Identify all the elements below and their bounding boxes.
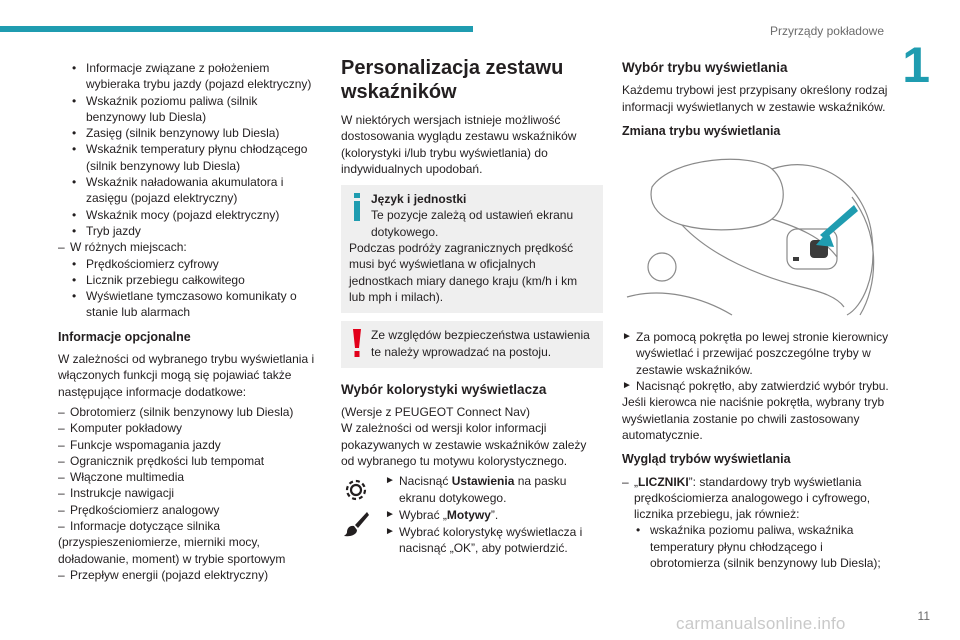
paragraph: Każdemu trybowi jest przypisany określony rodzaj informacji wyświetlanych w zestawie wskaźników. <box>622 83 888 114</box>
paragraph: W zależności od wersji kolor informacji pokazywanych w zestawie wskaźników zależy od wybranego tu motywu kolorystycznego. <box>341 421 587 469</box>
step-text: ► Za pomocą pokrętła po lewej stronie kierownicy wyświetlać i przewijać poszczególne tryby w zestawie wskaźników. <box>622 329 890 378</box>
list-item: • wskaźnika poziomu paliwa, wskaźnika temperatury płynu chłodzącego i obrotomierza (silnik benzynowy lub Diesla); <box>631 522 890 571</box>
paragraph: W niektórych wersjach istnieje możliwość dostosowania wyglądu zestawu wskaźników (kolorystyki i/lub trybu wyświetlania) do indywidualnych upodobań. <box>341 113 577 176</box>
list-item: – Prędkościomierz analogowy <box>58 502 320 518</box>
step-text: ► Wybrać „Motywy”. <box>385 507 603 523</box>
list-item: • Zasięg (silnik benzynowy lub Diesla) <box>67 125 320 141</box>
info-box-text: Podczas podróży zagranicznych prędkość musi być wyświetlana w oficjalnych jednostkach miary danego kraju (km/h i km lub mph i milach). <box>349 241 578 304</box>
list-item: • Prędkościomierz cyfrowy <box>67 256 320 272</box>
top-accent-bar <box>0 26 473 32</box>
step-text: ► Nacisnąć pokrętło, aby zatwierdzić wybór trybu. <box>622 378 890 394</box>
step-text: ► Nacisnąć Ustawienia na pasku ekranu dotykowego. <box>385 473 603 506</box>
paragraph: (przyspieszeniomierze, mierniki mocy, doładowanie, moment) w trybie sportowym <box>58 535 286 566</box>
list-item: – Informacje dotyczące silnika <box>58 518 320 534</box>
page-number: 11 <box>917 609 930 623</box>
steering-wheel-illustration <box>622 147 882 317</box>
list-item: • Tryb jazdy <box>67 223 320 239</box>
list-item: • Wyświetlane tymczasowo komunikaty o stanie lub alarmach <box>67 288 320 321</box>
column-right <box>622 60 890 571</box>
list-item: – Funkcje wspomagania jazdy <box>58 437 320 453</box>
list-item: – Włączone multimedia <box>58 469 320 485</box>
step-text: ► Wybrać kolorystykę wyświetlacza i nacisnąć „OK”, aby potwierdzić. <box>385 524 603 557</box>
paragraph: (Wersje z PEUGEOT Connect Nav) <box>341 405 530 420</box>
list-item: – Przepływ energii (pojazd elektryczny) <box>58 567 320 583</box>
list-item: • Wskaźnik mocy (pojazd elektryczny) <box>67 207 320 223</box>
watermark: carmanualsonline.info <box>676 614 846 633</box>
list-item: • Wskaźnik poziomu paliwa (silnik benzynowy lub Diesla) <box>67 93 320 126</box>
section-heading-mode: Wybór trybu wyświetlania <box>622 60 788 75</box>
warning-box <box>341 321 603 368</box>
info-box-title: Język i jednostki <box>371 192 467 207</box>
step-themes <box>341 507 603 556</box>
section-heading-change: Zmiana trybu wyświetlania <box>622 123 781 138</box>
paragraph: Jeśli kierowca nie naciśnie pokrętła, wybrany tryb wyświetlania zostanie po chwili zastosowany automatycznie. <box>622 395 885 442</box>
paragraph: W zależności od wybranego trybu wyświetlania i włączonych funkcji mogą się pojawiać także następujące informacje dodatkowe: <box>58 352 315 399</box>
step-settings <box>341 473 603 507</box>
list-item: • Wskaźnik naładowania akumulatora i zasięgu (pojazd elektryczny) <box>67 174 320 207</box>
list-item: – Ogranicznik prędkości lub tempomat <box>58 453 320 469</box>
section-title: Personalizacja zestawu wskaźników <box>341 57 564 103</box>
list-item: – Obrotomierz (silnik benzynowy lub Diesla) <box>58 404 320 420</box>
list-item: – „LICZNIKI”: standardowy tryb wyświetlania prędkościomierza analogowego i cyfrowego, licznika przebiegu, jak również: <box>622 474 890 523</box>
list-item: • Wskaźnik temperatury płynu chłodzącego (silnik benzynowy lub Diesla) <box>67 141 320 174</box>
chapter-number: 1 <box>902 37 930 93</box>
column-middle <box>341 57 603 556</box>
settings-gear-icon <box>341 475 371 505</box>
section-heading-optional: Informacje opcjonalne <box>58 329 191 344</box>
section-heading-color: Wybór kolorystyki wyświetlacza <box>341 381 547 397</box>
list-item: – Instrukcje nawigacji <box>58 485 320 501</box>
list-item: – Komputer pokładowy <box>58 420 320 436</box>
running-title: Przyrządy pokładowe <box>769 24 884 38</box>
list-item: • Licznik przebiegu całkowitego <box>67 272 320 288</box>
info-box <box>341 185 603 313</box>
info-box-text: Te pozycje zależą od ustawień ekranu dotykowego. <box>371 208 574 239</box>
list-item: – W różnych miejscach: <box>58 239 320 255</box>
section-heading-look: Wygląd trybów wyświetlania <box>622 452 791 467</box>
list-item: • Informacje związane z położeniem wybieraka trybu jazdy (pojazd elektryczny) <box>67 60 320 93</box>
info-i-icon <box>351 193 363 221</box>
themes-brush-icon <box>341 509 371 539</box>
warning-box-text: Ze względów bezpieczeństwa ustawienia te należy wprowadzać na postoju. <box>371 328 590 359</box>
warning-exclamation-icon <box>351 329 363 357</box>
column-left <box>58 60 320 583</box>
